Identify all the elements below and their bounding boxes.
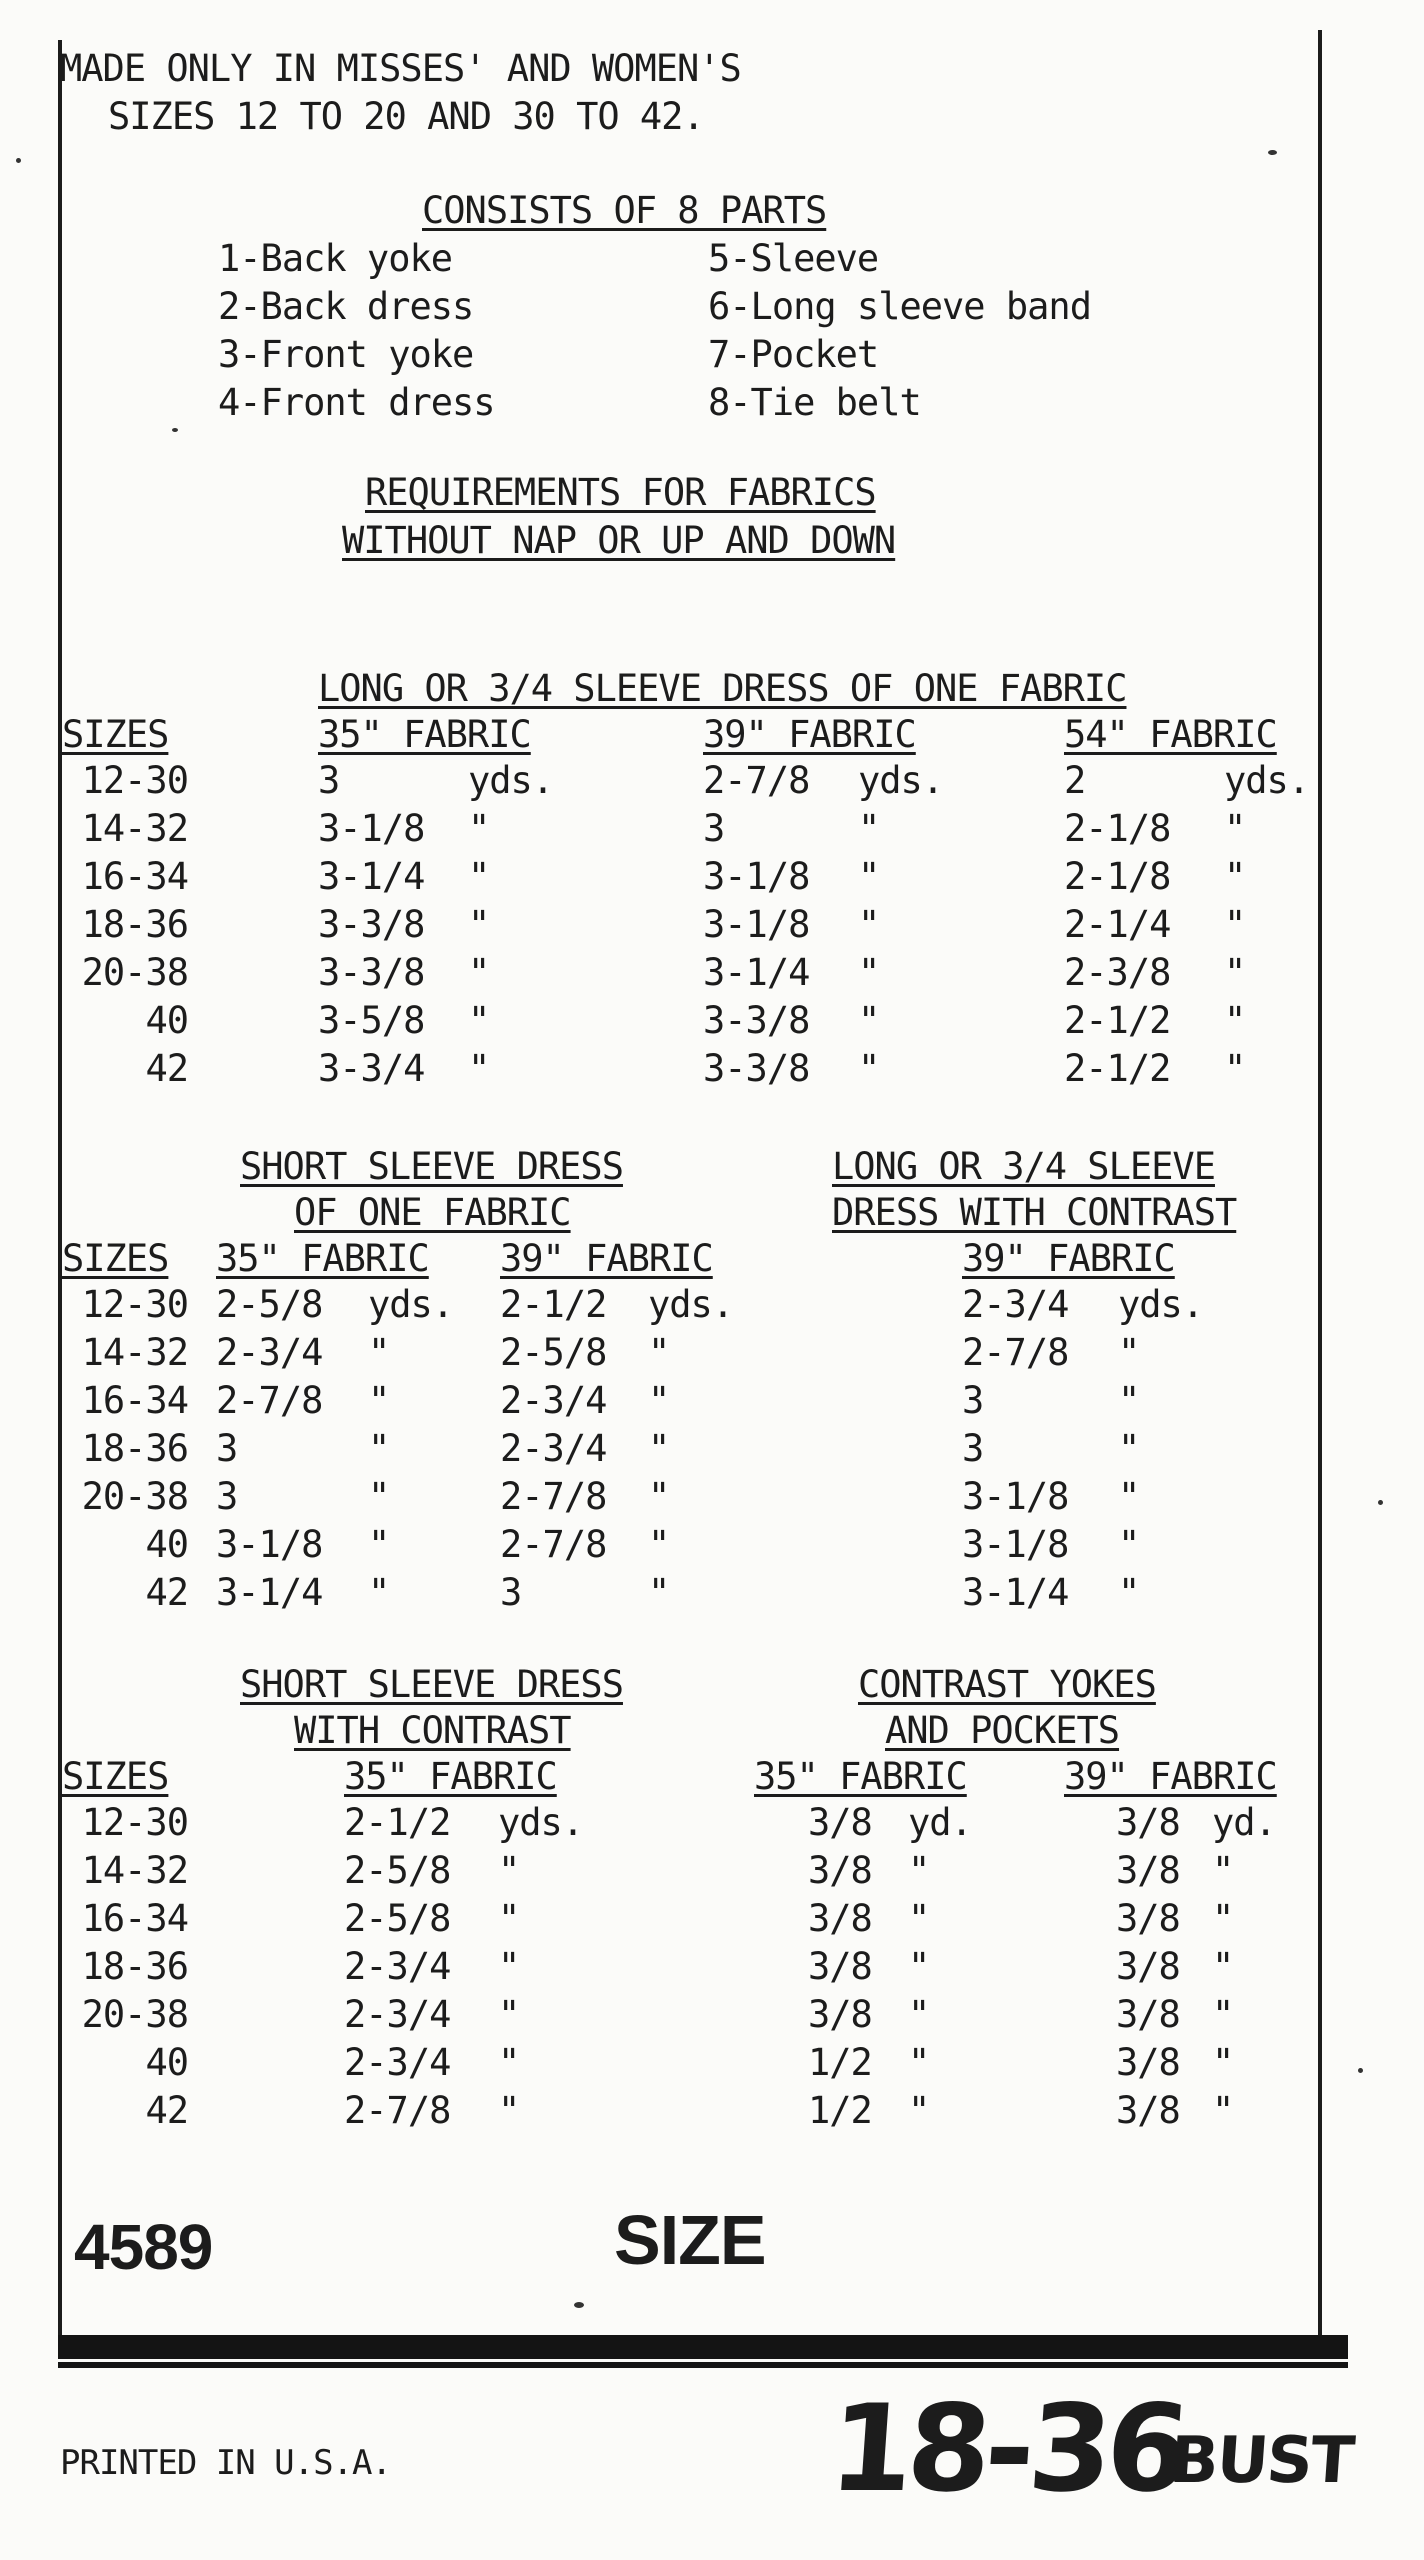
amount-cell: 3-1/8 <box>703 903 810 946</box>
requirements-line-2: WITHOUT NAP OR UP AND DOWN <box>342 519 896 562</box>
amount-cell: 3-3/8 <box>703 999 810 1042</box>
unit-cell: " <box>1224 1047 1246 1090</box>
unit-cell: yds. <box>1224 759 1310 802</box>
unit-cell: " <box>1224 951 1246 994</box>
section3-right-title-2: AND POCKETS <box>885 1709 1120 1752</box>
size-cell: 14-32 <box>81 1331 188 1374</box>
unit-cell: " <box>468 903 490 946</box>
size-cell: 16-34 <box>81 855 188 898</box>
unit-cell: " <box>648 1571 670 1614</box>
unit-cell: " <box>1118 1475 1140 1518</box>
unit-cell: yds. <box>1118 1283 1204 1326</box>
unit-cell: " <box>858 903 880 946</box>
section2-col-header-3: 39" FABRIC <box>962 1237 1175 1280</box>
unit-cell: " <box>1118 1523 1140 1566</box>
amount-cell: 3-1/8 <box>318 807 425 850</box>
unit-cell: " <box>1224 903 1246 946</box>
amount-cell: 3-1/8 <box>962 1523 1069 1566</box>
handwritten-size: 18-36 <box>825 2380 1189 2519</box>
amount-cell: 3/8 <box>1116 1945 1180 1988</box>
section2-col-header-1: 35" FABRIC <box>216 1237 429 1280</box>
amount-cell: 2-3/4 <box>500 1427 607 1470</box>
amount-cell: 2-5/8 <box>500 1331 607 1374</box>
unit-cell: " <box>498 2041 520 2084</box>
amount-cell: 3-1/8 <box>962 1475 1069 1518</box>
amount-cell: 3/8 <box>808 1993 872 2036</box>
section3-left-title-2: WITH CONTRAST <box>294 1709 571 1752</box>
amount-cell: 3 <box>703 807 725 850</box>
unit-cell: " <box>368 1379 390 1422</box>
scan-speck <box>172 428 178 432</box>
amount-cell: 3/8 <box>1116 1993 1180 2036</box>
amount-cell: 2-3/4 <box>500 1379 607 1422</box>
part-5: 5-Sleeve <box>708 237 879 280</box>
unit-cell: " <box>368 1427 390 1470</box>
parts-title: CONSISTS OF 8 PARTS <box>422 189 827 232</box>
size-cell: 40 <box>145 1523 188 1566</box>
unit-cell: " <box>648 1475 670 1518</box>
unit-cell: yds. <box>648 1283 734 1326</box>
unit-cell: " <box>498 2089 520 2132</box>
amount-cell: 2-7/8 <box>500 1475 607 1518</box>
size-cell: 20-38 <box>81 1475 188 1518</box>
section3-col-header-3: 39" FABRIC <box>1064 1755 1277 1798</box>
amount-cell: 3/8 <box>1116 1849 1180 1892</box>
unit-cell: " <box>1118 1427 1140 1470</box>
amount-cell: 3 <box>216 1475 238 1518</box>
part-4: 4-Front dress <box>218 381 495 424</box>
unit-cell: yds. <box>858 759 944 802</box>
part-2: 2-Back dress <box>218 285 474 328</box>
amount-cell: 2-1/2 <box>344 1801 451 1844</box>
unit-cell: yds. <box>368 1283 454 1326</box>
unit-cell: " <box>468 951 490 994</box>
amount-cell: 3-1/8 <box>703 855 810 898</box>
right-border <box>1318 30 1322 2350</box>
amount-cell: 2-3/8 <box>1064 951 1171 994</box>
unit-cell: " <box>368 1475 390 1518</box>
part-1: 1-Back yoke <box>218 237 453 280</box>
scan-speck <box>574 2302 584 2308</box>
amount-cell: 3/8 <box>808 1945 872 1988</box>
unit-cell: " <box>908 1945 930 1988</box>
size-cell: 40 <box>145 2041 188 2084</box>
unit-cell: yds. <box>468 759 554 802</box>
size-cell: 18-36 <box>81 1427 188 1470</box>
section1-col-header-1: 35" FABRIC <box>318 713 531 756</box>
handwritten-bust: BUST <box>1167 2424 1356 2498</box>
amount-cell: 3-3/8 <box>318 903 425 946</box>
unit-cell: " <box>368 1571 390 1614</box>
unit-cell: " <box>1212 2089 1234 2132</box>
size-cell: 20-38 <box>81 1993 188 2036</box>
section2-right-title-1: LONG OR 3/4 SLEEVE <box>832 1145 1215 1188</box>
unit-cell: " <box>858 999 880 1042</box>
unit-cell: " <box>858 807 880 850</box>
size-cell: 16-34 <box>81 1897 188 1940</box>
amount-cell: 3 <box>318 759 340 802</box>
section1-col-header-3: 54" FABRIC <box>1064 713 1277 756</box>
amount-cell: 3/8 <box>1116 1897 1180 1940</box>
unit-cell: " <box>1118 1331 1140 1374</box>
section3-sizes-label: SIZES <box>62 1755 169 1798</box>
unit-cell: " <box>1212 1897 1234 1940</box>
unit-cell: " <box>858 1047 880 1090</box>
amount-cell: 2-1/4 <box>1064 903 1171 946</box>
amount-cell: 1/2 <box>808 2041 872 2084</box>
amount-cell: 2-1/2 <box>1064 1047 1171 1090</box>
amount-cell: 2-1/8 <box>1064 807 1171 850</box>
unit-cell: " <box>368 1331 390 1374</box>
unit-cell: " <box>648 1379 670 1422</box>
section1-col-header-2: 39" FABRIC <box>703 713 916 756</box>
part-8: 8-Tie belt <box>708 381 921 424</box>
unit-cell: " <box>498 1945 520 1988</box>
unit-cell: " <box>468 807 490 850</box>
amount-cell: 2-5/8 <box>216 1283 323 1326</box>
unit-cell: " <box>908 1897 930 1940</box>
unit-cell: " <box>908 1993 930 2036</box>
amount-cell: 1/2 <box>808 2089 872 2132</box>
size-cell: 16-34 <box>81 1379 188 1422</box>
unit-cell: " <box>498 1897 520 1940</box>
size-label: SIZE <box>614 2201 766 2279</box>
size-cell: 14-32 <box>81 807 188 850</box>
scan-speck <box>1378 1500 1383 1505</box>
amount-cell: 3-1/4 <box>318 855 425 898</box>
unit-cell: " <box>368 1523 390 1566</box>
amount-cell: 2-7/8 <box>216 1379 323 1422</box>
part-7: 7-Pocket <box>708 333 879 376</box>
amount-cell: 2-7/8 <box>344 2089 451 2132</box>
amount-cell: 3 <box>962 1379 984 1422</box>
pattern-number: 4589 <box>74 2211 213 2283</box>
unit-cell: " <box>1224 999 1246 1042</box>
amount-cell: 2-5/8 <box>344 1897 451 1940</box>
unit-cell: " <box>498 1849 520 1892</box>
amount-cell: 2-1/2 <box>500 1283 607 1326</box>
size-cell: 40 <box>145 999 188 1042</box>
bottom-bar <box>58 2335 1348 2359</box>
part-3: 3-Front yoke <box>218 333 474 376</box>
unit-cell: " <box>858 951 880 994</box>
unit-cell: " <box>648 1331 670 1374</box>
amount-cell: 2-3/4 <box>344 1993 451 2036</box>
amount-cell: 2-7/8 <box>962 1331 1069 1374</box>
amount-cell: 2-3/4 <box>344 1945 451 1988</box>
unit-cell: " <box>1212 1945 1234 1988</box>
amount-cell: 3-3/8 <box>318 951 425 994</box>
header-line-1: MADE ONLY IN MISSES' AND WOMEN'S <box>60 47 741 90</box>
scan-speck <box>1358 2068 1363 2073</box>
unit-cell: " <box>498 1993 520 2036</box>
scan-speck <box>16 158 21 163</box>
unit-cell: " <box>648 1523 670 1566</box>
amount-cell: 3-1/4 <box>216 1571 323 1614</box>
size-cell: 12-30 <box>81 759 188 802</box>
part-6: 6-Long sleeve band <box>708 285 1091 328</box>
unit-cell: " <box>908 2041 930 2084</box>
section3-left-title-1: SHORT SLEEVE DRESS <box>240 1663 623 1706</box>
section1-title: LONG OR 3/4 SLEEVE DRESS OF ONE FABRIC <box>318 667 1127 710</box>
amount-cell: 2-1/8 <box>1064 855 1171 898</box>
amount-cell: 3/8 <box>808 1849 872 1892</box>
unit-cell: " <box>1118 1571 1140 1614</box>
size-cell: 42 <box>145 1047 188 1090</box>
unit-cell: " <box>468 999 490 1042</box>
section3-col-header-2: 35" FABRIC <box>754 1755 967 1798</box>
size-cell: 42 <box>145 1571 188 1614</box>
unit-cell: " <box>1212 1993 1234 2036</box>
unit-cell: " <box>858 855 880 898</box>
amount-cell: 2 <box>1064 759 1086 802</box>
amount-cell: 3-1/4 <box>962 1571 1069 1614</box>
amount-cell: 3-3/8 <box>703 1047 810 1090</box>
amount-cell: 3 <box>216 1427 238 1470</box>
section2-col-header-2: 39" FABRIC <box>500 1237 713 1280</box>
unit-cell: yd. <box>908 1801 972 1844</box>
unit-cell: " <box>1224 855 1246 898</box>
amount-cell: 2-3/4 <box>962 1283 1069 1326</box>
size-cell: 18-36 <box>81 1945 188 1988</box>
amount-cell: 3/8 <box>1116 2089 1180 2132</box>
unit-cell: " <box>908 1849 930 1892</box>
header-line-2: SIZES 12 TO 20 AND 30 TO 42. <box>108 95 704 138</box>
amount-cell: 2-7/8 <box>703 759 810 802</box>
section3-right-title-1: CONTRAST YOKES <box>858 1663 1156 1706</box>
size-cell: 20-38 <box>81 951 188 994</box>
section2-left-title-1: SHORT SLEEVE DRESS <box>240 1145 623 1188</box>
amount-cell: 3 <box>962 1427 984 1470</box>
amount-cell: 3/8 <box>1116 1801 1180 1844</box>
printed-in-usa: PRINTED IN U.S.A. <box>60 2443 391 2483</box>
amount-cell: 3/8 <box>808 1897 872 1940</box>
size-cell: 12-30 <box>81 1283 188 1326</box>
unit-cell: " <box>468 855 490 898</box>
size-cell: 42 <box>145 2089 188 2132</box>
amount-cell: 3-1/4 <box>703 951 810 994</box>
unit-cell: " <box>908 2089 930 2132</box>
amount-cell: 3-1/8 <box>216 1523 323 1566</box>
section2-sizes-label: SIZES <box>62 1237 169 1280</box>
unit-cell: " <box>1224 807 1246 850</box>
amount-cell: 3 <box>500 1571 522 1614</box>
size-cell: 18-36 <box>81 903 188 946</box>
unit-cell: " <box>468 1047 490 1090</box>
section3-col-header-1: 35" FABRIC <box>344 1755 557 1798</box>
size-cell: 14-32 <box>81 1849 188 1892</box>
unit-cell: " <box>1212 2041 1234 2084</box>
bottom-rule <box>58 2362 1348 2368</box>
requirements-line-1: REQUIREMENTS FOR FABRICS <box>365 471 876 514</box>
amount-cell: 2-7/8 <box>500 1523 607 1566</box>
unit-cell: " <box>1118 1379 1140 1422</box>
amount-cell: 3-3/4 <box>318 1047 425 1090</box>
amount-cell: 2-5/8 <box>344 1849 451 1892</box>
unit-cell: " <box>648 1427 670 1470</box>
section2-left-title-2: OF ONE FABRIC <box>294 1191 571 1234</box>
amount-cell: 3/8 <box>1116 2041 1180 2084</box>
amount-cell: 2-3/4 <box>216 1331 323 1374</box>
section1-sizes-label: SIZES <box>62 713 169 756</box>
amount-cell: 3-5/8 <box>318 999 425 1042</box>
scan-speck <box>1268 150 1277 155</box>
unit-cell: yds. <box>498 1801 584 1844</box>
amount-cell: 3/8 <box>808 1801 872 1844</box>
unit-cell: " <box>1212 1849 1234 1892</box>
unit-cell: yd. <box>1212 1801 1276 1844</box>
amount-cell: 2-1/2 <box>1064 999 1171 1042</box>
size-cell: 12-30 <box>81 1801 188 1844</box>
amount-cell: 2-3/4 <box>344 2041 451 2084</box>
section2-right-title-2: DRESS WITH CONTRAST <box>832 1191 1237 1234</box>
